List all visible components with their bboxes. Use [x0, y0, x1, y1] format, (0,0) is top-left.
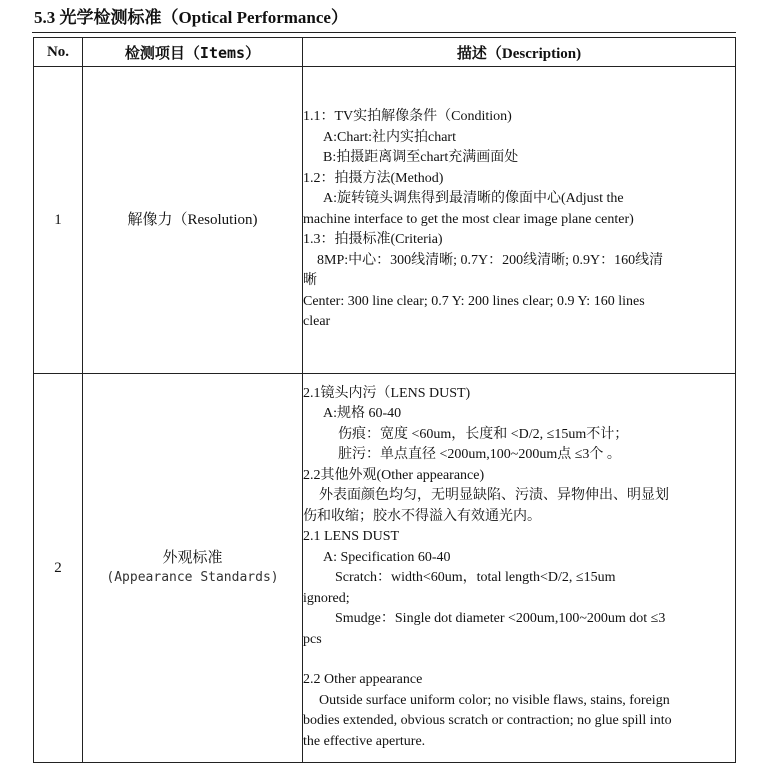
column-header-description: 描述（Description)	[303, 38, 736, 67]
description-line: A:Chart:社内实拍chart	[323, 129, 456, 145]
description-line: A:规格 60-40	[323, 406, 402, 422]
description-line: Outside surface uniform color; no visible flaws, stains, foreign	[319, 692, 670, 708]
row-item	[83, 374, 303, 763]
column-header-no: No.	[34, 38, 83, 67]
description-line: clear	[303, 314, 331, 330]
column-header-items: 检测项目（Items）	[83, 38, 303, 67]
description-line: 8MP:中心：300线清晰; 0.7Y：200线清晰; 0.9Y：160线清	[317, 252, 664, 268]
description-line: A: Specification 60-40	[323, 549, 451, 565]
description-line: 2.2 Other appearance	[303, 672, 423, 688]
description-line: 2.1 LENS DUST	[303, 529, 400, 545]
section-title: 5.3 光学检测标准（Optical Performance）	[34, 8, 348, 27]
row-number: 2	[34, 374, 83, 763]
description-line: Scratch：width<60um，total length<D/2, ≤15um	[335, 570, 616, 586]
item-label: 解像力（Resolution)	[127, 212, 258, 228]
description-line: 1.3：拍摄标准(Criteria)	[303, 232, 443, 248]
description-line: 伤痕：宽度 <60um，长度和 <D/2, ≤15um不计；	[338, 426, 629, 442]
description-line: B:拍摄距离调至chart充满画面处	[323, 150, 519, 166]
row-number: 1	[34, 67, 83, 374]
row-description	[303, 67, 736, 374]
table-row	[34, 67, 736, 374]
row-item	[83, 67, 303, 374]
description-line: bodies extended, obvious scratch or contraction; no glue spill into	[303, 713, 672, 729]
optical-performance-table	[33, 37, 736, 763]
table-row	[34, 374, 736, 763]
description-line: 2.1镜头内污（LENS DUST)	[303, 385, 471, 401]
row-description	[303, 374, 736, 763]
title-underline	[32, 32, 736, 33]
description-line: Smudge：Single dot diameter <200um,100~200um dot ≤3	[335, 611, 666, 627]
description-line: 1.1：TV实拍解像条件（Condition)	[303, 109, 512, 125]
description-line: 2.2其他外观(Other appearance)	[303, 467, 485, 483]
description-line: Center: 300 line clear; 0.7 Y: 200 lines clear; 0.9 Y: 160 lines	[303, 293, 645, 309]
item-label: 外观标准	[162, 550, 223, 566]
description-line: 伤和收缩；胶水不得溢入有效通光内。	[303, 508, 541, 524]
description-line: 脏污：单点直径 <200um,100~200um点 ≤3个 。	[338, 447, 621, 463]
description-line: A:旋转镜头调焦得到最清晰的像面中心(Adjust the	[323, 191, 624, 207]
description-line: pcs	[303, 631, 322, 647]
description-line: the effective aperture.	[303, 733, 426, 749]
description-line: 1.2：拍摄方法(Method)	[303, 170, 444, 186]
description-line: 晰	[303, 273, 317, 289]
description-line: 外表面颜色均匀，无明显缺陷、污渍、异物伸出、明显划	[319, 488, 669, 504]
item-label-english: (Appearance Standards)	[106, 570, 279, 585]
table-header-row	[34, 38, 736, 67]
description-line: ignored;	[303, 590, 350, 606]
description-spacer	[303, 650, 735, 670]
description-line: machine interface to get the most clear image plane center)	[303, 211, 634, 227]
